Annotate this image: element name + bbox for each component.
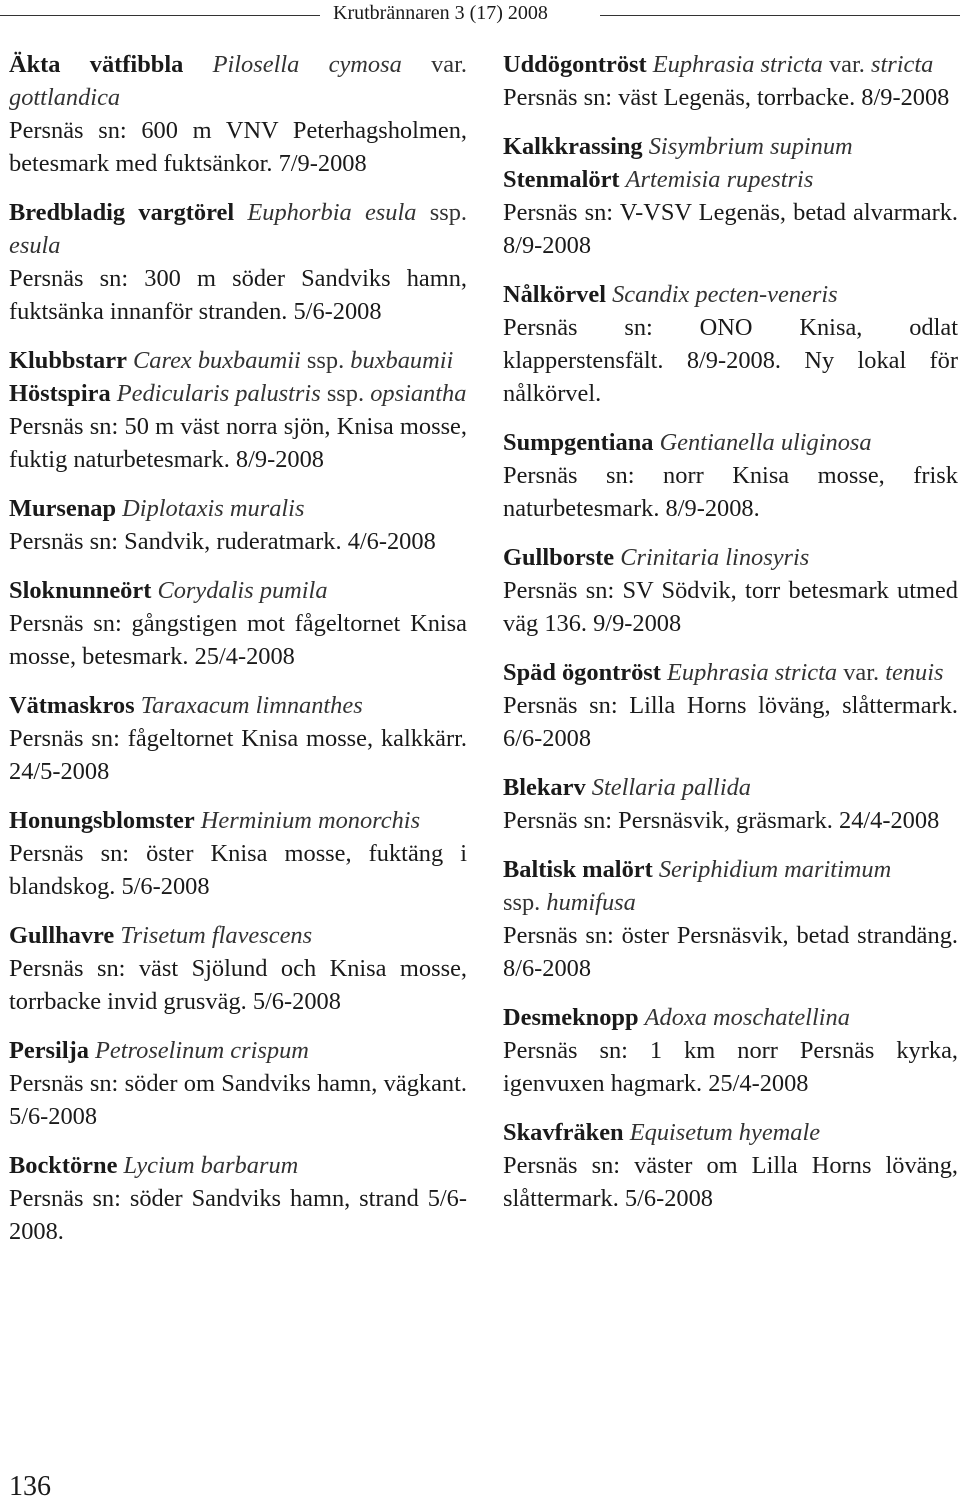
scientific-name-subspecies: buxbaumii — [350, 347, 454, 374]
species-name: Sumpgentiana — [503, 429, 654, 456]
scientific-name-variety: stricta — [870, 51, 934, 78]
locality-text: Persnäs sn: öster Knisa mosse, fuktäng i blandskog. 5/6-2008 — [9, 840, 467, 900]
locality-text: Persnäs sn: 50 m väst norra sjön, Knisa mosse, fuktig naturbetesmark. 8/9-2008 — [9, 413, 467, 473]
species-name: Äkta vätfibbla — [9, 51, 184, 78]
scientific-name: Scandix pecten-veneris — [612, 281, 838, 308]
scientific-name: Gentianella uliginosa — [659, 429, 872, 456]
header-rule-right — [600, 15, 960, 16]
scientific-name-variety: gottlandica — [9, 84, 121, 111]
species-entry — [9, 574, 467, 673]
species-name: Bocktörne — [9, 1152, 118, 1179]
journal-title: Krutbrännaren 3 (17) 2008 — [333, 2, 548, 24]
scientific-name: Pilosella cymosa — [212, 51, 402, 78]
locality-text: Persnäs sn: 1 km norr Persnäs kyrka, igenvuxen hagmark. 25/4-2008 — [503, 1037, 958, 1097]
species-entry — [9, 689, 467, 788]
locality-text: Persnäs sn: norr Knisa mosse, frisk naturbetesmark. 8/9-2008. — [503, 462, 958, 522]
scientific-name: Diplotaxis muralis — [122, 495, 305, 522]
species-name: Vätmaskros — [9, 692, 135, 719]
species-entry — [503, 426, 958, 525]
species-entry — [9, 492, 467, 558]
rank-label: var. — [843, 659, 880, 686]
species-name: Späd ögontröst — [503, 659, 661, 686]
locality-text: Persnäs sn: väster om Lilla Horns löväng, slåttermark. 5/6-2008 — [503, 1152, 958, 1212]
locality-text: Persnäs sn: V-VSV Legenäs, betad alvarmark. 8/9-2008 — [503, 199, 958, 259]
locality-text: Persnäs sn: Sandvik, ruderatmark. 4/6-2008 — [9, 528, 436, 555]
locality-text: Persnäs sn: SV Södvik, torr betesmark utmed väg 136. 9/9-2008 — [503, 577, 958, 637]
scientific-name: Adoxa moschatellina — [644, 1004, 850, 1031]
scientific-name: Euphrasia stricta — [652, 51, 823, 78]
species-name: Uddögontröst — [503, 51, 647, 78]
scientific-name: Pedicularis palustris — [116, 380, 321, 407]
scientific-name: Taraxacum limnanthes — [140, 692, 363, 719]
species-entry — [9, 919, 467, 1018]
species-entry — [503, 278, 958, 410]
scientific-name: Petroselinum crispum — [95, 1037, 309, 1064]
scientific-name: Crinitaria linosyris — [620, 544, 810, 571]
scientific-name-variety: tenuis — [885, 659, 944, 686]
locality-text: Persnäs sn: öster Persnäsvik, betad strandäng. 8/6-2008 — [503, 922, 958, 982]
species-name: Klubbstarr — [9, 347, 127, 374]
species-name: Stenmalört — [503, 166, 620, 193]
scientific-name: Corydalis pumila — [157, 577, 328, 604]
species-entry — [503, 48, 958, 114]
locality-text: Persnäs sn: söder om Sandviks hamn, vägkant. 5/6-2008 — [9, 1070, 467, 1130]
scientific-name: Trisetum flavescens — [120, 922, 313, 949]
rank-label: ssp. — [326, 380, 365, 407]
species-name: Desmeknopp — [503, 1004, 639, 1031]
species-entry — [503, 130, 958, 262]
species-name: Mursenap — [9, 495, 117, 522]
rank-label: ssp. — [503, 889, 541, 916]
species-entry — [9, 196, 467, 328]
species-entry — [9, 1034, 467, 1133]
species-entry — [503, 1001, 958, 1100]
scientific-name: Equisetum hyemale — [629, 1119, 821, 1146]
species-name: Baltisk malört — [503, 856, 653, 883]
locality-text: Persnäs sn: söder Sandviks hamn, strand 5/6-2008. — [9, 1185, 467, 1245]
species-name: Sloknunneört — [9, 577, 152, 604]
species-entry — [503, 771, 958, 837]
species-entry — [503, 541, 958, 640]
species-name: Bredbladig vargtörel — [9, 199, 235, 226]
locality-text: Persnäs sn: ONO Knisa, odlat klapperstensfält. 8/9-2008. Ny lokal för nålkörvel. — [503, 314, 958, 407]
scientific-name: Stellaria pallida — [591, 774, 751, 801]
locality-text: Persnäs sn: 300 m söder Sandviks hamn, fuktsänka innanför stranden. 5/6-2008 — [9, 265, 467, 325]
species-name: Nålkörvel — [503, 281, 606, 308]
scientific-name-subspecies: esula — [9, 232, 61, 259]
species-entry — [503, 853, 958, 985]
locality-text: Persnäs sn: 600 m VNV Peterhagsholmen, betesmark med fuktsänkor. 7/9-2008 — [9, 117, 467, 177]
species-name: Gullborste — [503, 544, 615, 571]
scientific-name-subspecies: opsiantha — [370, 380, 467, 407]
species-name: Gullhavre — [9, 922, 115, 949]
species-name: Skavfräken — [503, 1119, 624, 1146]
rank-label: ssp. — [306, 347, 345, 374]
species-name: Persilja — [9, 1037, 89, 1064]
species-entry — [9, 804, 467, 903]
scientific-name: Artemisia rupestris — [625, 166, 814, 193]
scientific-name: Sisymbrium supinum — [648, 133, 853, 160]
species-entry — [9, 48, 467, 180]
scientific-name: Seriphidium maritimum — [658, 856, 892, 883]
left-column — [9, 48, 467, 1264]
species-name: Blekarv — [503, 774, 586, 801]
locality-text: Persnäs sn: väst Sjölund och Knisa mosse, torrbacke invid grusväg. 5/6-2008 — [9, 955, 467, 1015]
page-number: 136 — [9, 1471, 51, 1502]
species-entry — [503, 1116, 958, 1215]
header-rule-left — [0, 15, 320, 16]
locality-text: Persnäs sn: gångstigen mot fågeltornet Knisa mosse, betesmark. 25/4-2008 — [9, 610, 467, 670]
locality-text: Persnäs sn: väst Legenäs, torrbacke. 8/9-2008 — [503, 84, 950, 111]
scientific-name: Euphorbia esula — [247, 199, 417, 226]
locality-text: Persnäs sn: Lilla Horns löväng, slåttermark. 6/6-2008 — [503, 692, 958, 752]
species-name: Höstspira — [9, 380, 111, 407]
scientific-name: Lycium barbarum — [123, 1152, 299, 1179]
running-header — [0, 0, 960, 30]
species-entry — [9, 344, 467, 476]
rank-label: var. — [431, 51, 467, 78]
species-entry — [503, 656, 958, 755]
locality-text: Persnäs sn: fågeltornet Knisa mosse, kalkkärr. 24/5-2008 — [9, 725, 467, 785]
rank-label: ssp. — [429, 199, 467, 226]
locality-text: Persnäs sn: Persnäsvik, gräsmark. 24/4-2008 — [503, 807, 940, 834]
rank-label: var. — [828, 51, 865, 78]
scientific-name: Herminium monorchis — [200, 807, 421, 834]
scientific-name-subspecies: humifusa — [546, 889, 636, 916]
scientific-name: Carex buxbaumii — [133, 347, 301, 374]
right-column — [503, 48, 958, 1231]
species-name: Kalkkrassing — [503, 133, 643, 160]
species-entry — [9, 1149, 467, 1248]
scientific-name: Euphrasia stricta — [667, 659, 838, 686]
species-name: Honungsblomster — [9, 807, 195, 834]
